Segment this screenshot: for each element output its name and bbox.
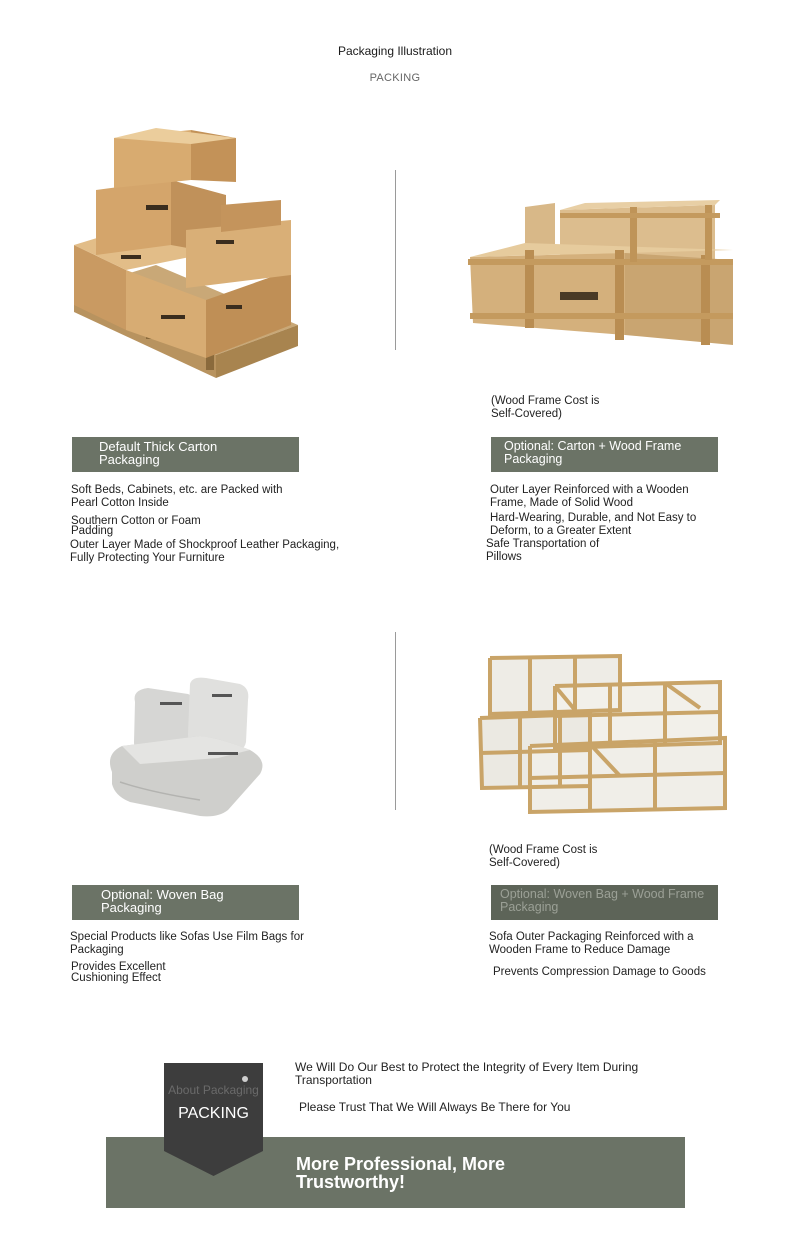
description-line: Outer Layer Made of Shockproof Leather Packaging, — [70, 539, 340, 551]
description-line: Hard-Wearing, Durable, and Not Easy to — [490, 512, 697, 524]
footer-line: We Will Do Our Best to Protect the Integrity of Every Item During — [295, 1060, 639, 1074]
option-label-carton-wood-frame: Optional: Carton + Wood Frame Packaging — [491, 437, 718, 472]
description-line: Southern Cotton or Foam — [71, 515, 201, 527]
description-line: Sofa Outer Packaging Reinforced with a — [489, 931, 694, 943]
column-divider — [395, 170, 396, 350]
column-divider — [395, 632, 396, 810]
footer-line: Transportation — [295, 1073, 372, 1087]
option-label-carton: Default Thick Carton Packaging — [72, 437, 299, 472]
description-line: Safe Transportation of — [486, 538, 600, 550]
description-line: Prevents Compression Damage to Goods — [493, 966, 706, 978]
description-line: Padding — [71, 525, 114, 537]
description-line: Cushioning Effect — [71, 972, 161, 984]
option-label-woven-bag: Optional: Woven Bag Packaging — [72, 885, 299, 920]
page-title: Packaging Illustration — [337, 44, 453, 58]
description-line: Pillows — [486, 551, 522, 563]
cost-note: Self-Covered) — [491, 408, 562, 420]
woven-bag-wood-frame-image — [470, 648, 735, 818]
description-line: Provides Excellent — [71, 961, 166, 973]
cost-note: (Wood Frame Cost is — [489, 844, 598, 856]
description-line: Special Products like Sofas Use Film Bags for — [70, 931, 304, 943]
option-label-woven-bag-wood-frame: Optional: Woven Bag + Wood Frame Packaging — [491, 885, 718, 920]
banner-headline: More Professional, More — [296, 1154, 506, 1174]
banner-headline: Trustworthy! — [296, 1172, 406, 1192]
cost-note: Self-Covered) — [489, 857, 560, 869]
description-line: Frame, Made of Solid Wood — [490, 497, 633, 509]
description-line: Deform, to a Greater Extent — [490, 525, 632, 537]
description-line: Pearl Cotton Inside — [71, 497, 169, 509]
description-line: Wooden Frame to Reduce Damage — [489, 944, 671, 956]
badge-top-text: About Packaging — [168, 1083, 259, 1097]
page-subtitle: PACKING — [369, 72, 421, 84]
badge-main-text: PACKING — [178, 1105, 249, 1122]
woven-bag-image — [100, 672, 280, 822]
description-line: Packaging — [70, 944, 124, 956]
description-line: Soft Beds, Cabinets, etc. are Packed with — [71, 484, 283, 496]
description-line: Outer Layer Reinforced with a Wooden — [490, 484, 689, 496]
footer-line: Please Trust That We Will Always Be There for You — [299, 1100, 571, 1114]
cost-note: (Wood Frame Cost is — [491, 395, 600, 407]
wood-frame-carton-image — [465, 195, 740, 360]
description-line: Fully Protecting Your Furniture — [70, 552, 225, 564]
carton-stack-image — [66, 120, 306, 390]
